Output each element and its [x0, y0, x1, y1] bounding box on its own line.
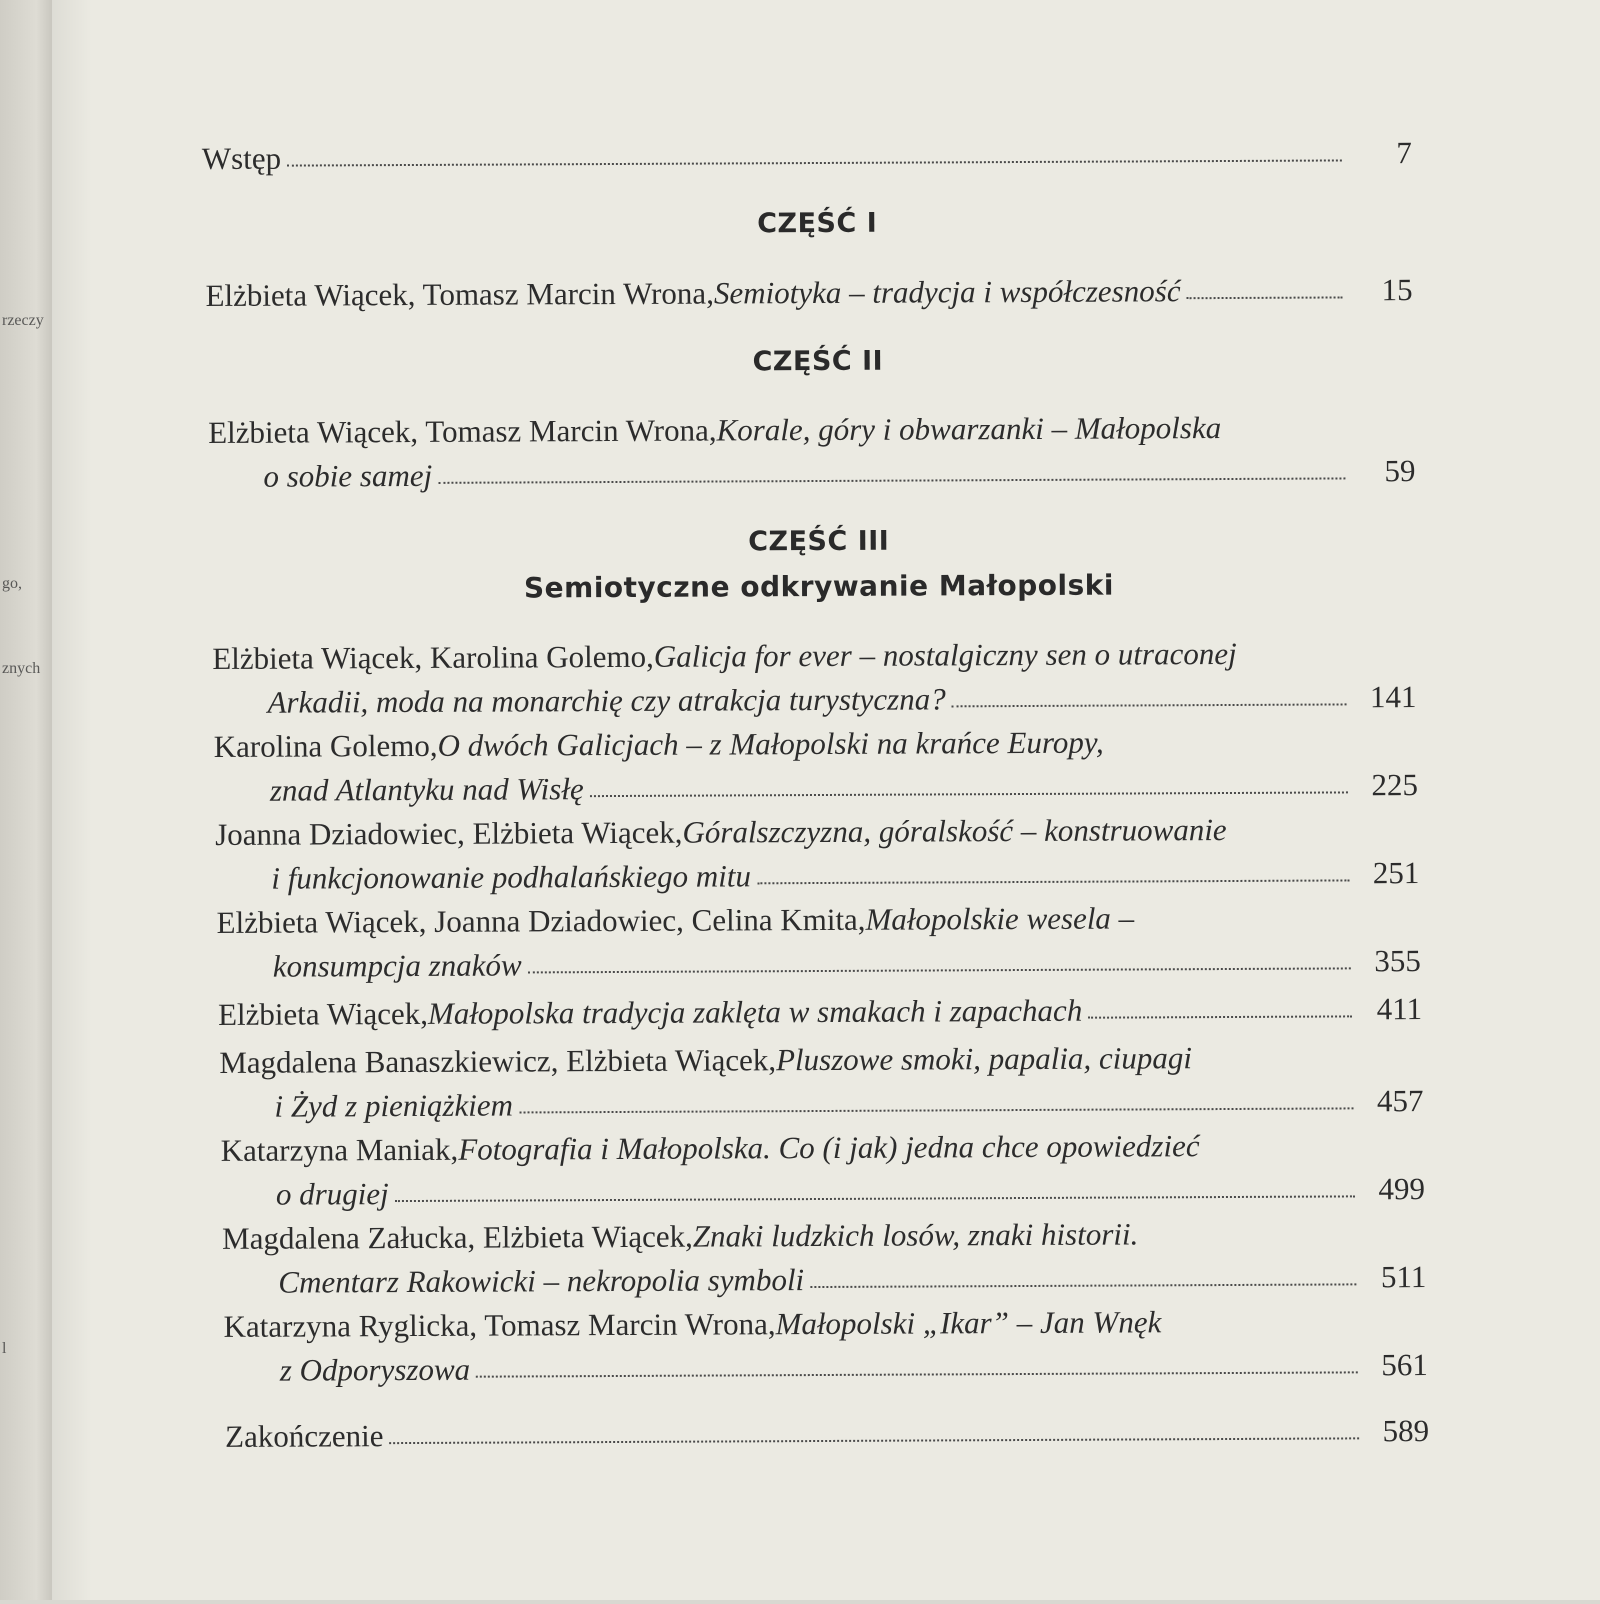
page-number: 15 [1381, 272, 1413, 308]
entry-authors: Elżbieta Wiącek, Tomasz Marcin Wrona, [205, 275, 714, 313]
entry-label: Wstęp [201, 140, 282, 177]
page-number: 499 [1378, 1171, 1425, 1207]
entry-authors: Magdalena Załucka, Elżbieta Wiącek, [222, 1218, 693, 1256]
toc-entry-line1 [217, 901, 1421, 938]
dot-leader [395, 1195, 1355, 1202]
entry-title: Pluszowe smoki, papalia, ciupagi [775, 1040, 1193, 1078]
page-number: 7 [1396, 135, 1412, 171]
entry-title-cont: znad Atlantyku nad Wisłę [269, 771, 584, 808]
toc-entry-line2 [270, 769, 1418, 806]
entry-title-cont: o sobie samej [263, 457, 433, 494]
toc-entry-line1 [214, 725, 1418, 762]
entry-authors: Elżbieta Wiącek, Tomasz Marcin Wrona, [208, 412, 717, 450]
page-number: 141 [1369, 679, 1417, 715]
dot-leader [810, 1283, 1356, 1288]
page-number: 355 [1374, 943, 1421, 979]
part-subtitle: Semiotyczne odkrywanie Małopolski [523, 568, 1115, 605]
toc-entry-line2 [267, 681, 1416, 718]
entry-title-cont: Cmentarz Rakowicki – nekropolia symboli [278, 1262, 805, 1300]
entry-authors: Elżbieta Wiącek, Joanna Dziadowiec, Celina Kmita, [216, 901, 866, 940]
toc-entry-line1 [212, 637, 1416, 674]
toc-entry-line1 [208, 411, 1413, 448]
page-number: 561 [1381, 1347, 1428, 1383]
entry-title-cont: o drugiej [275, 1176, 389, 1212]
toc-entry-line1 [215, 813, 1419, 850]
entry-title: Małopolski „Ikar” – Jan Wnęk [775, 1304, 1162, 1342]
dot-leader [519, 1107, 1353, 1113]
dot-leader [476, 1371, 1358, 1377]
toc-entry-line1 [223, 1305, 1427, 1342]
entry-title: Znaki ludzkich losów, znaki historii. [692, 1216, 1139, 1254]
entry-authors: Katarzyna Ryglicka, Tomasz Marcin Wrona, [223, 1306, 776, 1344]
page-number: 225 [1371, 767, 1419, 803]
part-heading: CZĘŚĆ II [752, 345, 884, 378]
entry-title: Semiotyka – tradycja i współczesność [713, 273, 1181, 311]
facing-page-fragment: l [2, 1340, 7, 1357]
dot-leader [1088, 1015, 1352, 1018]
entry-title: Galicja for ever – nostalgiczny sen o utraconej [653, 635, 1237, 674]
entry-title: Małopolska tradycja zaklęta w smakach i zapachach [427, 992, 1083, 1031]
toc-entry [218, 993, 1422, 1030]
part-heading: CZĘŚĆ I [757, 207, 878, 240]
page-number: 589 [1382, 1413, 1430, 1449]
facing-page-fragment: go, [2, 575, 22, 592]
entry-title: Małopolskie wesela – [865, 900, 1135, 937]
entry-title-cont: konsumpcja znaków [272, 947, 522, 984]
dot-leader [952, 703, 1347, 707]
entry-title-cont: Arkadii, moda na monarchię czy atrakcja turystyczna? [267, 681, 946, 720]
toc-entry-line2 [263, 455, 1415, 492]
dot-leader [287, 159, 1342, 166]
dot-leader [757, 879, 1349, 884]
entry-label: Zakończenie [225, 1418, 384, 1454]
toc-entry-line2 [278, 1261, 1426, 1298]
toc-entry-line2 [273, 945, 1421, 982]
entry-authors: Katarzyna Maniak, [220, 1131, 459, 1168]
entry-title-cont: z Odporyszowa [279, 1351, 471, 1388]
entry-title: Korale, góry i obwarzanki – Małopolska [716, 410, 1222, 448]
toc-entry [205, 274, 1412, 311]
toc-entry-line2 [274, 1085, 1423, 1122]
dot-leader [590, 791, 1348, 797]
entry-authors: Joanna Dziadowiec, Elżbieta Wiącek, [215, 814, 683, 852]
facing-page-fragment: rzeczy [2, 312, 44, 329]
entry-title: O dwóch Galicjach – z Małopolski na krańce Europy, [437, 724, 1104, 763]
dot-leader [389, 1437, 1359, 1444]
page-number: 59 [1384, 453, 1416, 489]
toc-entry-line1 [222, 1217, 1426, 1254]
toc-entry-line2 [276, 1173, 1425, 1210]
facing-page-fragment: znych [2, 660, 41, 677]
page-number: 457 [1376, 1083, 1424, 1119]
dot-leader [1187, 296, 1343, 299]
dot-leader [528, 967, 1351, 973]
entry-authors: Karolina Golemo, [213, 727, 438, 764]
page-number: 511 [1380, 1259, 1427, 1295]
toc-entry-conclusion [225, 1415, 1429, 1452]
toc-entry-line1 [221, 1129, 1425, 1166]
toc-entry-line1 [219, 1041, 1423, 1078]
page-number: 251 [1372, 855, 1420, 891]
entry-title-cont: i funkcjonowanie podhalańskiego mitu [271, 858, 752, 896]
entry-title-cont: i Żyd z pieniążkiem [274, 1087, 514, 1124]
toc-entry-line2 [280, 1349, 1428, 1386]
page-number: 411 [1376, 991, 1423, 1027]
entry-authors: Elżbieta Wiącek, Karolina Golemo, [212, 638, 654, 676]
entry-title: Fotografia i Małopolska. Co (i jak) jedna chce opowiedzieć [458, 1128, 1200, 1167]
entry-title: Góralszczyzna, góralskość – konstruowanie [682, 812, 1227, 850]
dot-leader [438, 477, 1345, 483]
part-heading: CZĘŚĆ III [748, 525, 890, 558]
entry-authors: Magdalena Banaszkiewicz, Elżbieta Wiącek, [219, 1042, 777, 1080]
toc-entry-line2 [271, 857, 1419, 894]
toc-entry-intro [201, 135, 1412, 177]
entry-authors: Elżbieta Wiącek, [217, 995, 429, 1032]
